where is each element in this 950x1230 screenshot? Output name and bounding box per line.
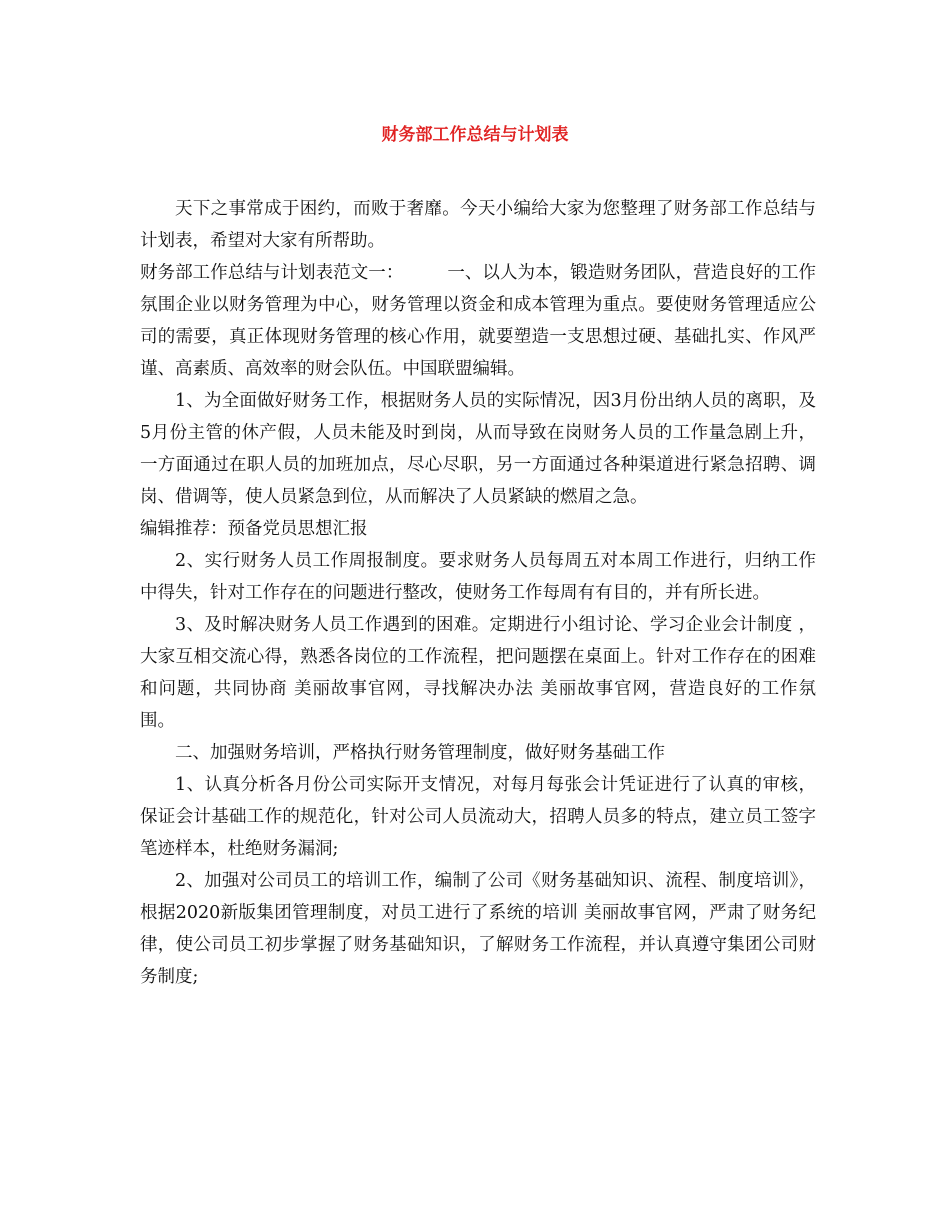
document-title: 财务部工作总结与计划表 [381, 125, 569, 145]
paragraph: 1、为全面做好财务工作，根据财务人员的实际情况，因3月份出纳人员的离职，及5月份主管的休产假，人员未能及时到岗，从而导致在岗财务人员的工作量急剧上升，一方面通过在职人员的加班加点，尽心尽职，另一方面通过各种渠道进行紧急招聘、调岗、借调等，使人员紧急到位，从而解决了人员紧缺的燃眉之急。 [140, 391, 816, 507]
paragraph: 财务部工作总结与计划表范文一： 一、以人为本，锻造财务团队，营造良好的工作氛围企业以财务管理为中心，财务管理以资金和成本管理为重点。要使财务管理适应公司的需要，真正体现财务管理的核心作用，就要塑造一支思想过硬、基础扎实、作风严谨、高素质、高效率的财会队伍。中国联盟编辑。 [140, 263, 816, 379]
document-body [140, 193, 816, 993]
paragraph: 1、认真分析各月份公司实际开支情况，对每月每张会计凭证进行了认真的审核，保证会计基础工作的规范化，针对公司人员流动大，招聘人员多的特点，建立员工签字笔迹样本，杜绝财务漏洞; [140, 775, 816, 859]
paragraph: 2、加强对公司员工的培训工作，编制了公司《财务基础知识、流程、制度培训》，根据2020新版集团管理制度，对员工进行了系统的培训 美丽故事官网，严肃了财务纪律，使公司员工初步掌握了财务基础知识，了解财务工作流程，并认真遵守集团公司财务制度; [140, 871, 816, 987]
paragraph: 天下之事常成于困约，而败于奢靡。今天小编给大家为您整理了财务部工作总结与计划表，希望对大家有所帮助。 [140, 199, 816, 251]
paragraph: 编辑推荐：预备党员思想汇报 [140, 519, 368, 539]
paragraph: 3、及时解决财务人员工作遇到的困难。定期进行小组讨论、学习企业会计制度 ，大家互相交流心得，熟悉各岗位的工作流程，把问题摆在桌面上。针对工作存在的困难和问题，共同协商 美丽故事官网，寻找解决办法 美丽故事官网，营造良好的工作氛围。 [140, 615, 816, 731]
paragraph: 2、实行财务人员工作周报制度。要求财务人员每周五对本周工作进行，归纳工作中得失，针对工作存在的问题进行整改，使财务工作每周有有目的，并有所长进。 [140, 551, 816, 603]
paragraph: 二、加强财务培训，严格执行财务管理制度，做好财务基础工作 [175, 743, 665, 763]
